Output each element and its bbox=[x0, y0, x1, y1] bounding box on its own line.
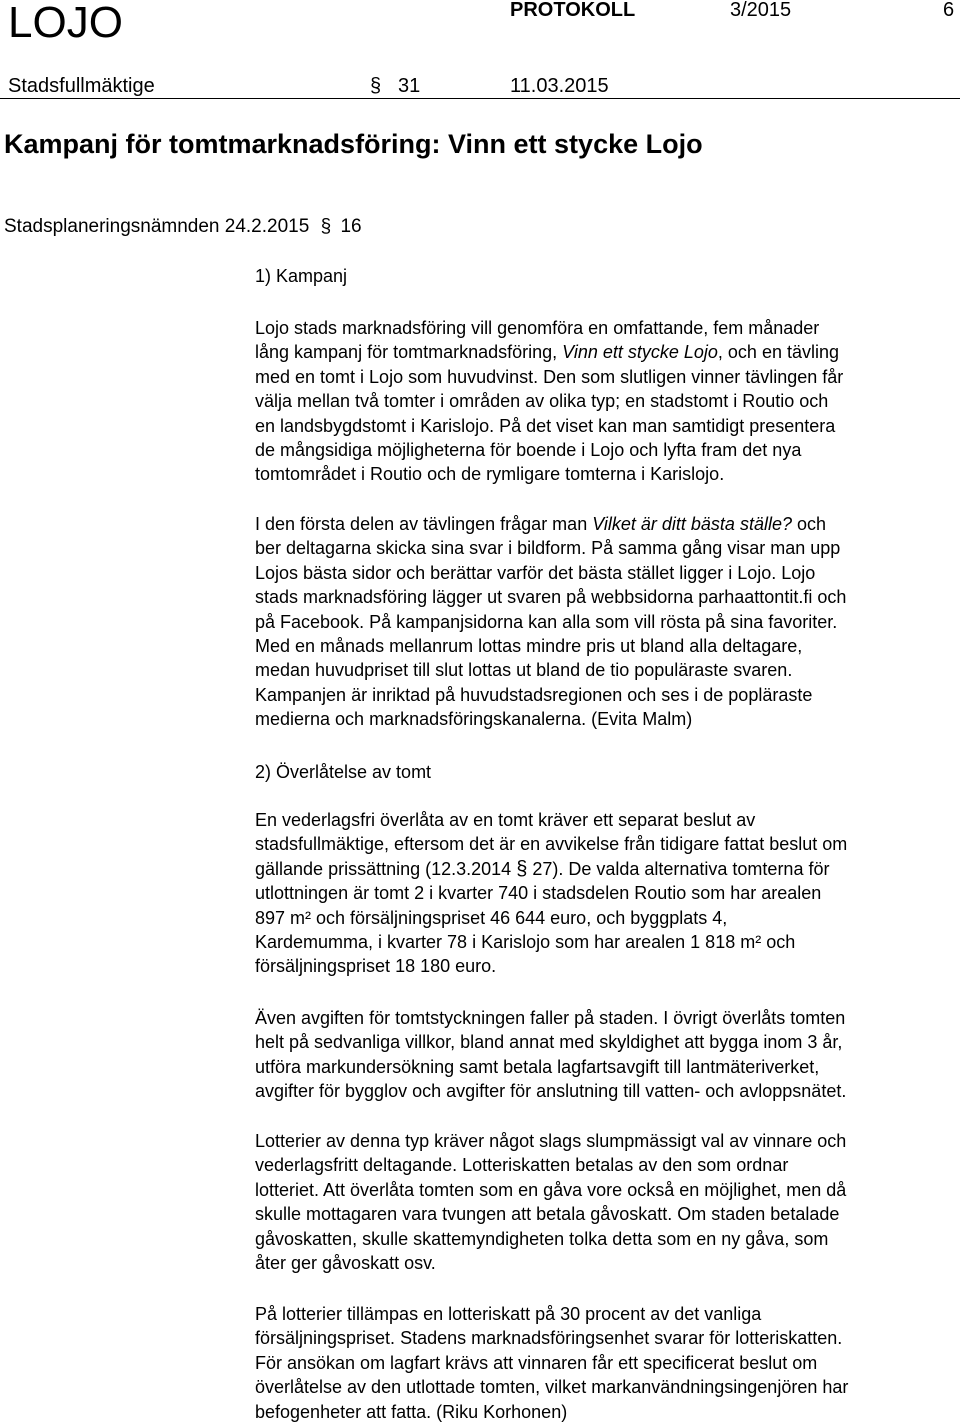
text-line: gåvoskatten, skulle skattemyndigheten tolka detta som en ny gåva, som bbox=[255, 1228, 829, 1249]
text-line: åter ger gåvoskatt osv. bbox=[255, 1253, 436, 1274]
text-line: I den första delen av tävlingen frågar man Vilket är ditt bästa ställe? och bbox=[255, 514, 827, 534]
text-line: medierna och marknadsföringskanalerna. (Evita Malm) bbox=[255, 709, 693, 730]
subheading-kampanj bbox=[255, 264, 959, 288]
text-line: tomtområdet i Routio och de rymligare tomterna i Karislojo. bbox=[255, 464, 725, 485]
text-line: För ansökan om lagfart krävs att vinnaren får ett specificerat beslut om bbox=[255, 1352, 818, 1373]
text-line: Lojo stads marknadsföring vill genomföra en omfattande, fem månader bbox=[255, 318, 820, 338]
reference-line bbox=[4, 215, 362, 239]
document-number: 3/2015 bbox=[730, 0, 792, 21]
campaign-name: Vinn ett stycke Lojo bbox=[562, 342, 718, 363]
text-line: en landsbygdstomt i Karislojo. På det viset kan man samtidigt presentera bbox=[255, 415, 836, 436]
subheading-text: 1) Kampanj bbox=[255, 266, 348, 286]
contest-question: Vilket är ditt bästa ställe? bbox=[592, 514, 792, 534]
paragraph-5 bbox=[255, 1129, 959, 1275]
page-title: Kampanj för tomtmarknadsföring: Vinn ett stycke Lojo bbox=[4, 129, 703, 159]
section-mark-icon: § bbox=[516, 857, 528, 880]
text-line: lång kampanj för tomtmarknadsföring, Vinn ett stycke Lojo, och en tävling bbox=[255, 342, 839, 363]
section-mark-icon: § bbox=[320, 216, 332, 237]
text-line: Kampanjen är inriktad på huvudstadsregionen och ses i de popläraste bbox=[255, 684, 813, 705]
page-number: 6 bbox=[943, 0, 955, 21]
text-line: skulle mottagaren vara tvungen att betala gåvoskatt. Om staden betalade bbox=[255, 1204, 840, 1225]
paragraph-1 bbox=[255, 316, 959, 487]
text-line: stadsfullmäktige, eftersom det är en avvikelse från tidigare fattat beslut om bbox=[255, 834, 848, 855]
organ-name: Stadsfullmäktige bbox=[8, 75, 155, 97]
text-line: försäljningspriset 18 180 euro. bbox=[255, 956, 497, 977]
text-line: stads marknadsföring lägger ut svaren på webbsidorna parhaattontit.fi och bbox=[255, 587, 847, 608]
text-line: På lotterier tillämpas en lotteriskatt på 30 procent av det vanliga bbox=[255, 1304, 762, 1324]
text-line: avgifter för bygglov och avgifter för anslutning till vatten- och avloppsnätet. bbox=[255, 1081, 847, 1102]
paragraph-3 bbox=[255, 808, 959, 979]
document-type: PROTOKOLL bbox=[510, 0, 636, 21]
text-line: de mångsidiga möjligheterna för boende i Lojo och lyfta fram det nya bbox=[255, 440, 802, 461]
text-line: välja mellan två tomter i områden av olika typ; en stadstomt i Routio och bbox=[255, 391, 829, 412]
text-line: gällande prissättning (12.3.2014 § 27). De valda alternativa tomterna för bbox=[255, 857, 830, 880]
reference-section-number: 16 bbox=[340, 216, 362, 237]
text-line: Lotterier av denna typ kräver något slags slumpmässigt val av vinnare och bbox=[255, 1131, 847, 1151]
section-mark-icon: § bbox=[370, 75, 382, 97]
text-line: befogenheter att fatta. (Riku Korhonen) bbox=[255, 1401, 568, 1422]
text-line: Även avgiften för tomtstyckningen faller på staden. I övrigt överlåts tomten bbox=[255, 1008, 846, 1028]
meeting-date: 11.03.2015 bbox=[510, 75, 609, 97]
text-line: En vederlagsfri överlåta av en tomt kräver ett separat beslut av bbox=[255, 810, 756, 830]
text-line: helt på sedvanliga villkor, bland annat med skyldighet att bygga inom 3 år, bbox=[255, 1032, 843, 1053]
text-line: på Facebook. På kampanjsidorna kan alla som vill rösta på sina favoriter. bbox=[255, 611, 838, 632]
text-line: Lojos bästa sidor och berättar varför det bästa stället ligger i Lojo. Lojo bbox=[255, 562, 816, 583]
text-line: Med en månads mellanrum lottas mindre pris ut bland alla deltagare, bbox=[255, 636, 803, 657]
text-line: överlåtelse av den utlottade tomten, vilket markanvändningsingenjören har bbox=[255, 1377, 849, 1398]
header-divider bbox=[0, 98, 960, 99]
text-line: utlottningen är tomt 2 i kvarter 740 i stadsdelen Routio som har arealen bbox=[255, 883, 822, 904]
subheading-overlatelse bbox=[255, 760, 959, 784]
paragraph-4 bbox=[255, 1006, 959, 1104]
text-line: vederlagsfritt deltagande. Lotteriskatten betalas av den som ordnar bbox=[255, 1155, 789, 1176]
text-line: försäljningspriset. Stadens marknadsföringsenhet svarar för lotteriskatten. bbox=[255, 1328, 843, 1349]
text-line: lotteriet. Att överlåta tomten som en gåva vore också en möjlighet, men då bbox=[255, 1179, 847, 1200]
text-line: medan huvudpriset till slut lottas ut bland de tio populäraste svaren. bbox=[255, 660, 793, 681]
logo: LOJO bbox=[8, 0, 123, 47]
paragraph-2 bbox=[255, 512, 959, 732]
text-line: utföra markundersökning samt betala lagfartsavgift till lantmäteriverket, bbox=[255, 1056, 820, 1077]
text-line: ber deltagarna skicka sina svar i bildform. På samma gång visar man upp bbox=[255, 538, 841, 559]
text-line: 897 m² och försäljningspriset 46 644 euro, och byggplats 4, bbox=[255, 907, 728, 928]
paragraph-6 bbox=[255, 1302, 959, 1424]
subheading-text: 2) Överlåtelse av tomt bbox=[255, 762, 432, 782]
text-line: Kardemumma, i kvarter 78 i Karislojo som har arealen 1 818 m² och bbox=[255, 932, 796, 953]
section-number: 31 bbox=[398, 75, 421, 97]
reference-body: Stadsplaneringsnämnden 24.2.2015 bbox=[4, 216, 310, 237]
text-line: med en tomt i Lojo som huvudvinst. Den som slutligen vinner tävlingen får bbox=[255, 366, 844, 387]
